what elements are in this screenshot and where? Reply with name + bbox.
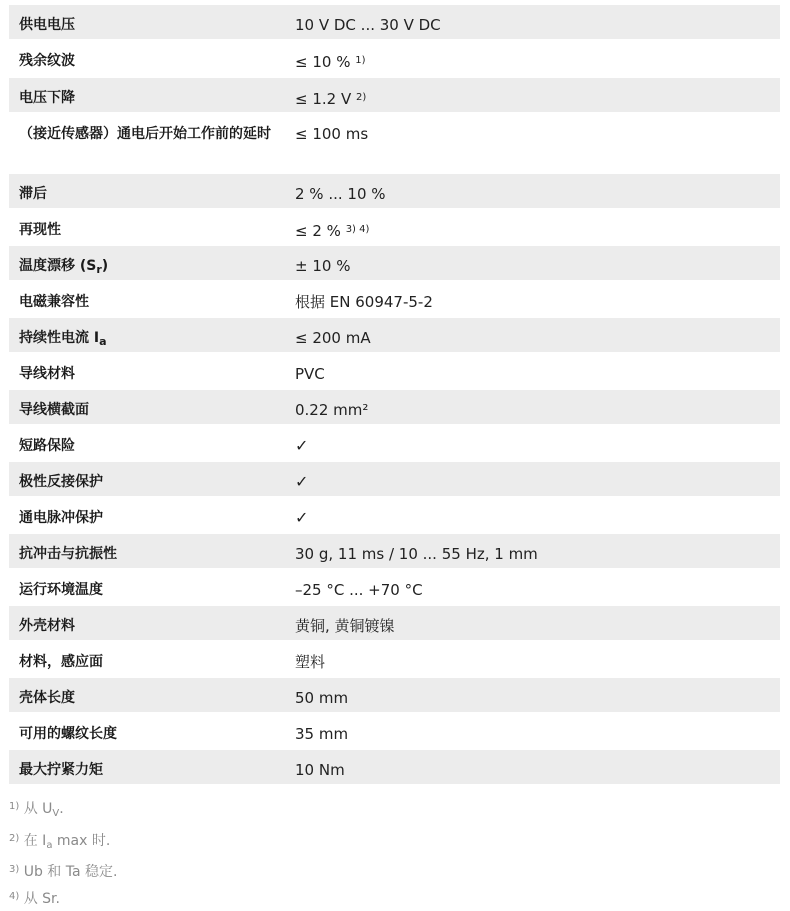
spec-value: 10 Nm [285, 750, 780, 782]
footnote-ref: 1) [355, 55, 365, 66]
spec-row [9, 41, 780, 78]
footnote [9, 795, 117, 827]
spec-value: 0.22 mm² [285, 390, 780, 422]
spec-label: 通电脉冲保护 [9, 498, 285, 530]
spec-table [9, 5, 780, 786]
spec-value [285, 78, 780, 111]
check-icon: ✓ [285, 498, 780, 530]
spec-row [9, 78, 780, 114]
spec-label-text: 温度漂移 (S [19, 258, 96, 274]
spec-value: PVC [285, 354, 780, 386]
spec-label: 运行环境温度 [9, 570, 285, 602]
spec-label: 外壳材料 [9, 606, 285, 638]
footnote-text: 从 U [24, 801, 53, 817]
footnote-number: 2) [9, 833, 19, 844]
footnote-ref: 2) [356, 92, 366, 103]
spec-label: 极性反接保护 [9, 462, 285, 494]
spec-row [9, 534, 780, 570]
spec-row [9, 354, 780, 390]
footnote-text: . [59, 801, 63, 817]
footnote [9, 885, 117, 911]
spec-label: 壳体长度 [9, 678, 285, 710]
spec-label: 电磁兼容性 [9, 282, 285, 314]
spec-row [9, 498, 780, 534]
spec-label: 最大拧紧力矩 [9, 750, 285, 782]
spec-label-text: 持续性电流 I [19, 330, 99, 346]
spec-label: 残余纹波 [9, 41, 285, 73]
spec-row [9, 642, 780, 678]
footnote-subscript: a [46, 840, 52, 851]
spec-label [9, 246, 285, 282]
spec-row [9, 390, 780, 426]
footnote-text: max 时. [52, 833, 110, 849]
spec-value: 30 g, 11 ms / 10 ... 55 Hz, 1 mm [285, 534, 780, 566]
spec-value: 35 mm [285, 714, 780, 746]
spec-value: 10 V DC ... 30 V DC [285, 5, 780, 37]
footnote-text: 从 Sr. [24, 891, 60, 907]
spec-row [9, 282, 780, 318]
spec-row [9, 318, 780, 354]
footnotes [9, 795, 117, 911]
footnote-number: 1) [9, 801, 19, 812]
spec-label [9, 318, 285, 354]
spec-value: 黄铜, 黄铜镀镍 [285, 606, 780, 638]
spec-label: 再现性 [9, 210, 285, 242]
spec-row [9, 570, 780, 606]
spec-value: ≤ 200 mA [285, 318, 780, 350]
spec-value [285, 41, 780, 74]
spec-label: （接近传感器）通电后开始工作前的延时 [9, 114, 285, 146]
spec-label-subscript: a [99, 335, 106, 348]
spec-label: 短路保险 [9, 426, 285, 458]
spec-row [9, 750, 780, 786]
spec-label: 导线横截面 [9, 390, 285, 422]
footnote-number: 4) [9, 891, 19, 902]
spec-label: 供电电压 [9, 5, 285, 37]
spec-label: 滞后 [9, 174, 285, 206]
footnote [9, 827, 117, 859]
spec-label: 导线材料 [9, 354, 285, 386]
spec-label: 材料，感应面 [9, 642, 285, 674]
spec-label-text: ) [102, 258, 108, 274]
spec-label: 电压下降 [9, 78, 285, 110]
spec-row [9, 210, 780, 246]
footnote-text: 在 I [24, 833, 47, 849]
footnote-number: 3) [9, 864, 19, 875]
check-icon: ✓ [285, 462, 780, 494]
spec-row [9, 174, 780, 210]
footnote-ref: 3) 4) [346, 224, 370, 235]
spec-value: –25 °C ... +70 °C [285, 570, 780, 602]
spec-row [9, 114, 780, 174]
spec-value: ≤ 100 ms [285, 114, 780, 146]
footnote-text: Ub 和 Ta 稳定. [24, 864, 118, 880]
footnote-subscript: V [52, 808, 59, 819]
spec-value: 50 mm [285, 678, 780, 710]
spec-label-subscript: r [96, 263, 101, 276]
spec-value: 塑料 [285, 642, 780, 674]
spec-label: 抗冲击与抗振性 [9, 534, 285, 566]
spec-row [9, 606, 780, 642]
spec-row [9, 426, 780, 462]
spec-row [9, 462, 780, 498]
footnote [9, 858, 117, 885]
spec-value: 根据 EN 60947-5-2 [285, 282, 780, 314]
spec-label: 可用的螺纹长度 [9, 714, 285, 746]
spec-row [9, 714, 780, 750]
check-icon: ✓ [285, 426, 780, 458]
spec-row [9, 246, 780, 282]
spec-row [9, 5, 780, 41]
spec-value [285, 210, 780, 243]
spec-value-text: ≤ 2 % [295, 222, 341, 240]
spec-value-text: ≤ 1.2 V [295, 90, 351, 108]
spec-value-text: ≤ 10 % [295, 53, 350, 71]
spec-value: ± 10 % [285, 246, 780, 278]
spec-value: 2 % ... 10 % [285, 174, 780, 206]
spec-row [9, 678, 780, 714]
